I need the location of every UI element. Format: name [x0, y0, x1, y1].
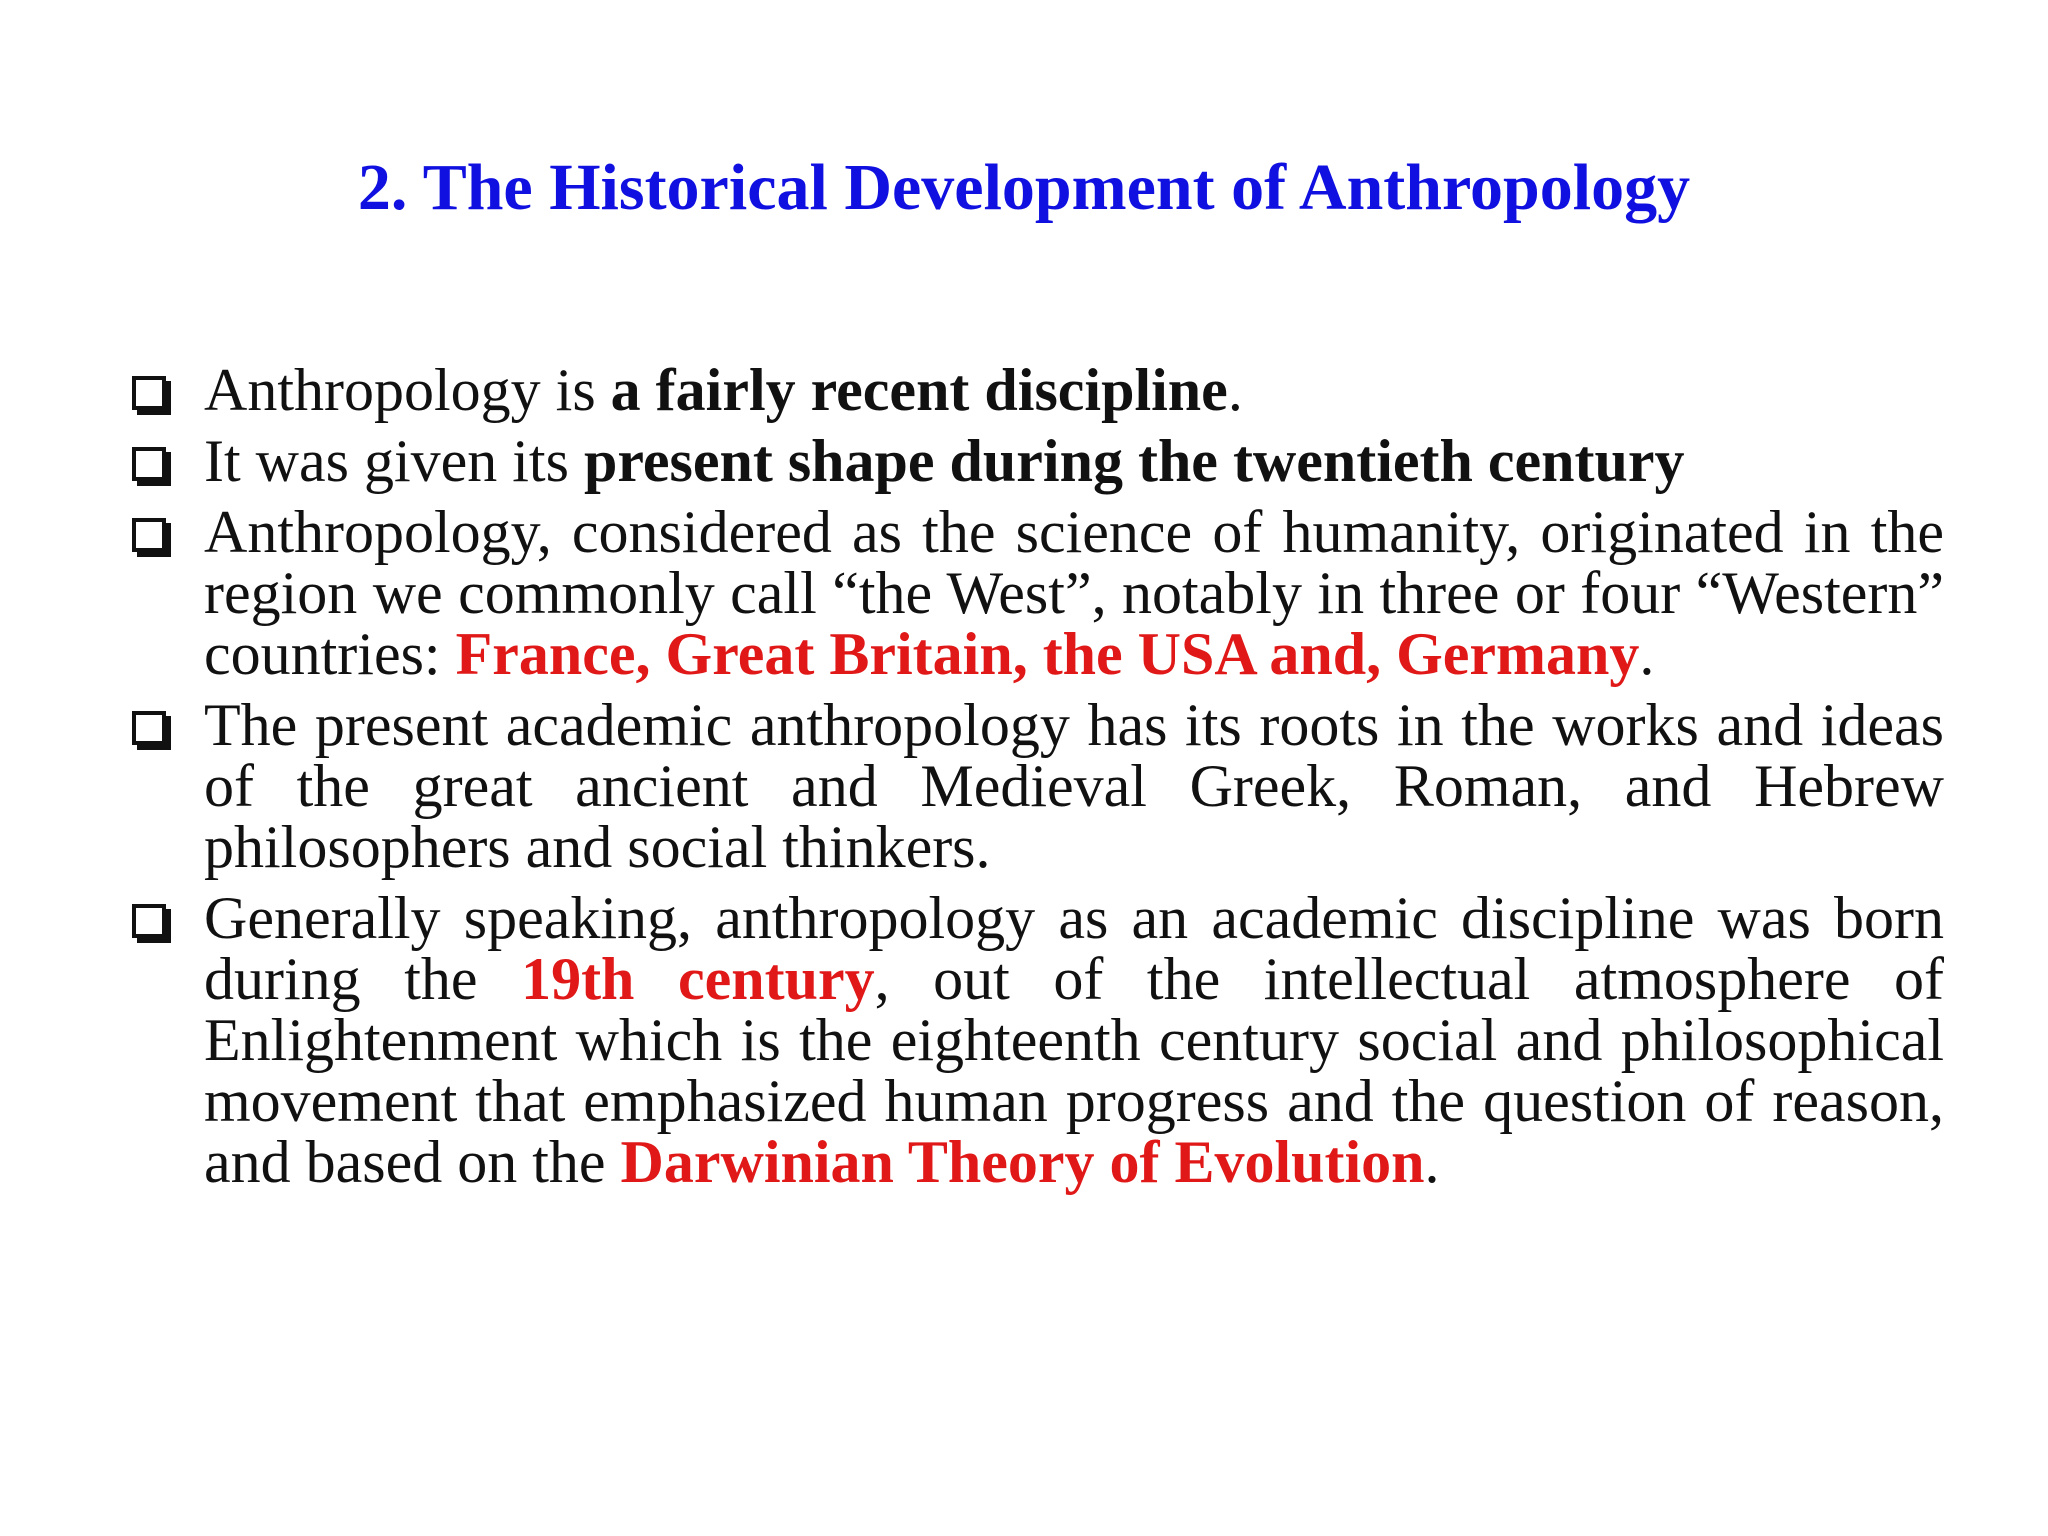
bold-segment: present shape during the twentieth century: [583, 428, 1685, 494]
text-segment: .: [1424, 1129, 1440, 1195]
text-segment: The present academic anthropology has its roots in the works and ideas of the great ancient and Medieval Greek, Roman, and Hebrew philosophers and social thinkers.: [204, 692, 1944, 880]
bullet-item: [124, 885, 1945, 1195]
bullet-item: [124, 428, 1944, 494]
bullet-text: [204, 499, 1944, 687]
bullet-box-icon: [132, 518, 166, 552]
bullet-item: [124, 499, 1944, 687]
bullet-box-icon: [132, 447, 166, 481]
slide-title: 2. The Historical Development of Anthropology: [357, 151, 1691, 224]
text-segment: .: [1639, 621, 1655, 687]
bullet-box-icon: [132, 904, 166, 938]
bullet-list: [124, 357, 1945, 1203]
bullet-text: [204, 357, 1944, 423]
bullet-item: [124, 357, 1944, 423]
bullet-text: [204, 428, 1944, 494]
bullet-text: [204, 885, 1945, 1195]
highlight-segment: Darwinian Theory of Evolution: [620, 1129, 1425, 1195]
bullet-box-icon: [132, 376, 166, 410]
text-segment: Anthropology, considered as the science of humanity, originated in the region we commonly call “the West”, notably in three or four “Western” countries:: [204, 499, 1944, 687]
text-segment: , out of the intellectual atmosphere of Enlightenment which is the eighteenth century social and philosophical movement that emphasized human progress and the question of reason, and based on the: [204, 946, 1945, 1195]
bullet-box-icon: [132, 711, 166, 745]
highlight-segment: France, Great Britain, the USA and, Germany: [455, 621, 1640, 687]
text-segment: Anthropology is: [204, 357, 611, 423]
bold-segment: a fairly recent discipline: [610, 357, 1228, 423]
bullet-item: [124, 692, 1944, 880]
bullet-text: [204, 692, 1944, 880]
text-segment: .: [1227, 357, 1243, 423]
highlight-segment: 19th century: [521, 946, 875, 1012]
text-segment: It was given its: [204, 428, 584, 494]
text-segment: Generally speaking, anthropology as an academic discipline was born during the: [204, 885, 1944, 1012]
